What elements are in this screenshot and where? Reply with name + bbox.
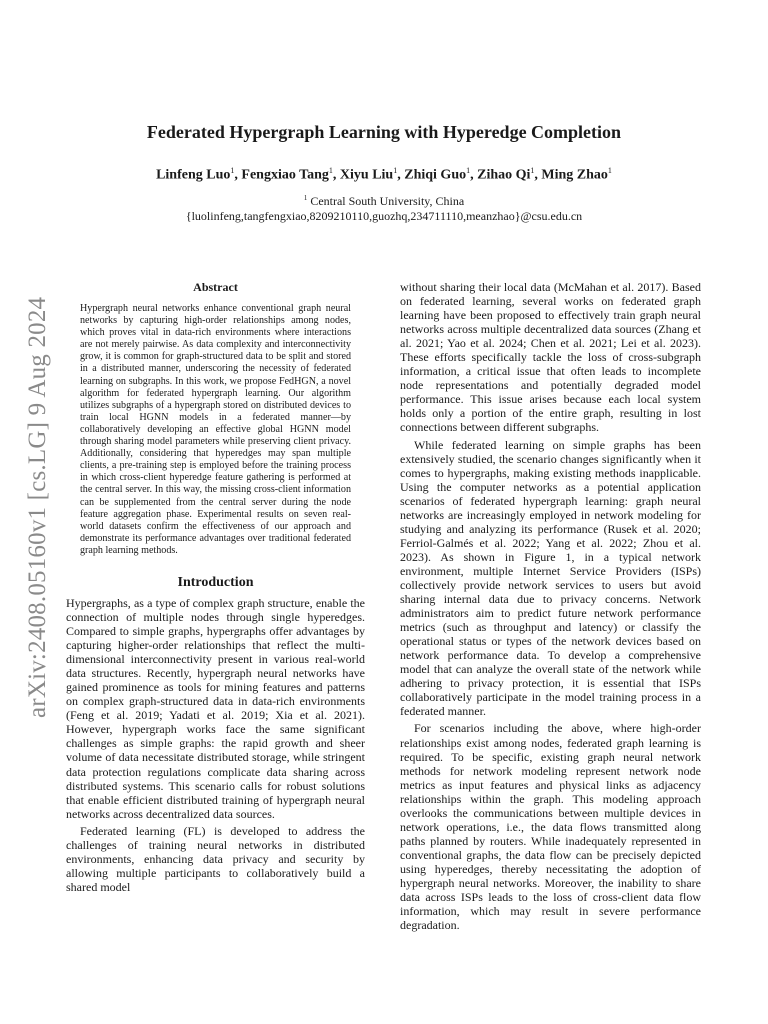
body-paragraph: without sharing their local data (McMahan et al. 2017). Based on federated learning, several works on federated graph learning have been proposed to effectively train graph neural networks across multiple decentralized data sources (Zhang et al. 2021; Yao et al. 2024; Chen et al. 2021; Lei et al. 2023). These efforts specifically tackle the loss of cross-subgraph information, a critical issue that often leads to incomplete node representations and potentially degraded model performance. This issue arises because each local system holds only a portion of the entire graph, resulting in lost connections between different subgraphs. [400, 280, 701, 435]
affiliation-block [0, 191, 768, 224]
affiliation-marker: 1 [530, 166, 535, 175]
body-paragraph: Federated learning (FL) is developed to address the challenges of training neural networks in distributed environments, enhancing data privacy and security by allowing multiple participants to collaboratively build a shared model [66, 823, 365, 894]
abstract-heading: Abstract [193, 280, 238, 294]
author-name: Fengxiao Tang [241, 167, 329, 183]
arxiv-identifier-stamp: arXiv:2408.05160v1 [cs.LG] 9 Aug 2024 [24, 296, 51, 718]
abstract-text: Hypergraph neural networks enhance conventional graph neural networks by capturing high-order relationships among nodes, which proves vital in data-rich environments where interactions are not merely pairwise. As data complexity and interconnectivity grow, it is common for graph-structured data to be split and stored in a distributed manner, underscoring the necessity of federated learning on subgraphs. In this work, we propose FedHGN, a novel algorithm for federated hypergraph learning. Our algorithm utilizes subgraphs of a hypergraph stored on distributed devices to train local HGNN models in a federated manner—by collaboratively developing an effective global HGNN model through sharing model parameters while preserving client privacy. Additionally, considering that hyperedges may span multiple clients, a pre-training step is employed before the training process in which cross-client hyperedge feature gathering is performed at the central server. In this way, the missing cross-client information can be supplemented from the central server during the node feature aggregation phase. Experimental results on seven real-world datasets confirm the effectiveness of our approach and demonstrate its performance advantages over traditional federated graph learning methods. [80, 303, 351, 556]
author-emails: {luolinfeng,tangfengxiao,8209210110,guozhq,234711110,meanzhao}@csu.edu.cn [185, 209, 583, 223]
affiliation-marker: 1 [393, 166, 398, 175]
body-paragraph: For scenarios including the above, where high-order relationships exist among nodes, federated graph learning is required. To be specific, existing graph neural network methods for network modeling represent network node metrics as input features and physical links as adjacency relationships within the graph. This modeling approach overlooks the communications between multiple devices in network operations, i.e., the data flows transmitted along paths planned by routers. While inadequately represented in conventional graphs, the data flow can be precisely depicted using hyperedges, thereby necessitating the adoption of hypergraph neural networks. Moreover, the inability to share data across ISPs leads to the loss of cross-client data flow information, which may result in severe performance degradation. [400, 721, 701, 933]
body-paragraph: While federated learning on simple graphs has been extensively studied, the scenario changes significantly when it comes to hypergraphs, making existing methods inapplicable. Using the computer networks as a potential application scenarios of federated hypergraph learning: graph neural networks are increasingly employed in network modeling for studying and analyzing its performance (Rusek et al. 2020; Ferriol-Galmés et al. 2022; Yang et al. 2022; Zhou et al. 2023). As shown in Figure 1, in a typical network environment, multiple Internet Service Providers (ISPs) collectively provide network services to users but avoid sharing internal data due to privacy concerns. Network administrators aim to predict future network performance metrics (such as throughput and latency) or classify the operational status or types of the network devices based on network performance data. To develop a comprehensive model that can analyze the overall state of the network while adhering to privacy protection, it is essential that ISPs collaboratively participate in the model training process in a federated manner. [400, 437, 701, 719]
affiliation-marker: 1 [328, 166, 333, 175]
affiliation-marker: 1 [230, 166, 235, 175]
affiliation-marker: 1 [607, 166, 612, 175]
affiliation-marker: 1 [303, 194, 308, 202]
author-name: Linfeng Luo [156, 167, 231, 183]
affiliation-name: Central South University, China [310, 194, 465, 208]
paper-title: Federated Hypergraph Learning with Hyperedge Completion [146, 122, 622, 142]
left-column [66, 280, 365, 894]
body-paragraph: Hypergraphs, as a type of complex graph structure, enable the connection of multiple nodes through single hyperedges. Compared to simple graphs, hypergraphs offer advantages by capturing higher-order relationships that reflect the multi-dimensional interconnectivity present in various real-world data structures. Recently, hypergraph neural networks have gained prominence as tools for mining features and patterns on complex graph-structured data in data-rich environments (Feng et al. 2019; Yadati et al. 2019; Xia et al. 2021). However, hypergraph works face the same significant challenges as simple graphs: the rapid growth and sheer volume of data necessitate distributed storage, while stringent data protection regulations complicate data sharing across distributed systems. This scenario calls for robust solutions that enable efficient distributed training of hypergraph neural networks across decentralized data sources. [66, 595, 365, 821]
right-column [400, 280, 701, 932]
author-name: Ming Zhao [541, 167, 608, 183]
introduction-heading: Introduction [177, 574, 254, 590]
author-list: Linfeng Luo$^1$, Fengxiao Tang$^1$, Xiyu Liu$^1$, Zhiqi Guo$^1$, Zihao Qi$^1$, Ming Zhao$^1$ [156, 166, 612, 183]
author-name: Zhiqi Guo [404, 167, 467, 183]
author-name: Xiyu Liu [339, 167, 394, 183]
author-name: Zihao Qi [477, 167, 531, 183]
affiliation-marker: 1 [466, 166, 471, 175]
